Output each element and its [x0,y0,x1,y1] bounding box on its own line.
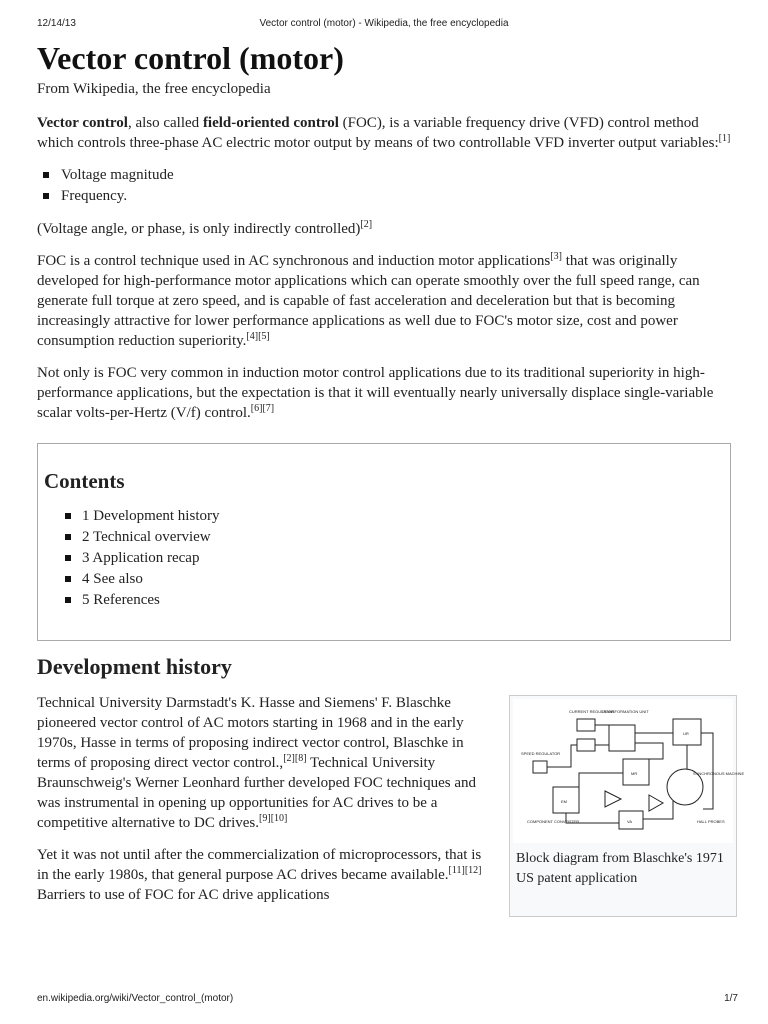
citation-link[interactable]: [5] [258,331,270,342]
print-page-number: 1/7 [724,993,738,1004]
citation-link[interactable]: [7] [262,403,275,414]
intro-text-1: , also called [127,115,203,131]
print-date: 12/14/13 [37,18,76,29]
list-item: Voltage magnitude [61,165,737,186]
citation-link[interactable]: [2] [283,753,295,764]
voltage-note-text: (Voltage angle, or phase, is only indirectly controlled) [37,221,361,237]
diagram-label: SYNCHRONOUS MACHINE [693,771,745,776]
toc-item-development-history[interactable]: 1 Development history [82,506,724,527]
article-content [37,40,745,917]
term-vector-control: Vector control [37,115,128,131]
citation-link[interactable]: [1] [718,133,731,144]
citation-link[interactable]: [6] [250,403,263,414]
print-page-title: Vector control (motor) - Wikipedia, the free encyclopedia [259,18,509,29]
print-url: en.wikipedia.org/wiki/Vector_control_(motor) [37,993,234,1004]
toc-title: Contents [44,469,125,493]
history-text [37,693,483,917]
toc-item-see-also[interactable]: 4 See also [82,569,724,590]
paragraph-text: FOC is a control technique used in AC synchronous and induction motor applications [37,253,551,269]
term-foc: field-oriented control [202,115,339,131]
foc-common-paragraph [37,363,737,423]
diagram-label: COMPONENT CONVERTER [527,819,580,824]
list-item: Frequency. [61,186,737,207]
toc-item-references[interactable]: 5 References [82,590,724,611]
history-paragraph-1 [37,693,483,833]
voltage-note [37,219,737,239]
table-of-contents [37,443,731,641]
diagram-label: TRANSFORMATION UNIT [601,709,649,714]
intro-text-2: (FOC), is a variable frequency drive (VFD) control method which controls three-phase AC electric motor output by means of two controllable VFD inverter output variables: [37,115,719,151]
paragraph-text: Not only is FOC very common in induction motor control applications due to its traditional superiority in high-performance applications, but the expectation is that it will eventually nearly universally displace single-variable scalar volts-per-Hertz (V/f) control. [37,365,714,421]
figure-caption: Block diagram from Blaschke's 1971 US patent application [516,851,724,886]
figure-thumbnail[interactable] [509,695,745,917]
citation-link[interactable]: [10] [270,813,288,824]
paragraph-text: Barriers to use of FOC for AC drive applications [37,887,330,903]
citation-link[interactable]: [3] [550,251,562,262]
diagram-label: MR [631,771,638,776]
paragraph-text: Yet it was not until after the commercialization of microprocessors, that is in the early 1980s, that general purpose AC drives became available. [37,847,482,883]
history-paragraph-2 [37,845,483,905]
toc-list [44,506,724,611]
diagram-label: VA [627,819,633,824]
paragraph-text: that was originally developed for high-performance motor applications which can operate smoothly over the full speed range, can generate full torque at zero speed, and is capable of fast acceleration and deceleration but that is becoming increasingly attractive for lower performance applications as well due to FOC's motor size, cost and power consumption reduction superiority. [37,253,700,349]
history-section [37,693,745,917]
page-subtitle: From Wikipedia, the free encyclopedia [37,81,271,97]
diagram-label: EM [561,799,567,804]
paragraph-text: Technical University Darmstadt's K. Hasse and Siemens' F. Blaschke pioneered vector control of AC motors starting in 1968 and in the early 1970s, Hasse in terms of proposing indirect vector control, Blaschke in terms of proposing direct vector control., [37,695,464,771]
diagram-label: CURRENT REGULATOR [569,709,615,714]
page-title: Vector control (motor) [37,40,344,76]
section-heading-development-history: Development history [37,654,232,679]
output-variables-list [37,165,737,207]
diagram-label: UR [683,731,689,736]
block-diagram-image[interactable] [513,699,745,843]
foc-paragraph [37,251,737,351]
diagram-label: HALL PROBES [697,819,725,824]
intro-paragraph [37,113,737,153]
toc-item-application-recap[interactable]: 3 Application recap [82,548,724,569]
citation-link[interactable]: [8] [294,753,307,764]
citation-link[interactable]: [11] [448,865,465,876]
citation-link[interactable]: [9] [259,813,271,824]
citation-link[interactable]: [4] [246,331,259,342]
diagram-label: SPEED REGULATOR [521,751,561,756]
citation-link[interactable]: [2] [360,219,373,230]
paragraph-text: Technical University Braunschweig's Werner Leonhard further developed FOC techniques and was instrumental in opening up opportunities for AC drives to be a competitive alternative to DC drives. [37,755,476,831]
citation-link[interactable]: [12] [464,865,482,876]
toc-item-technical-overview[interactable]: 2 Technical overview [82,527,724,548]
